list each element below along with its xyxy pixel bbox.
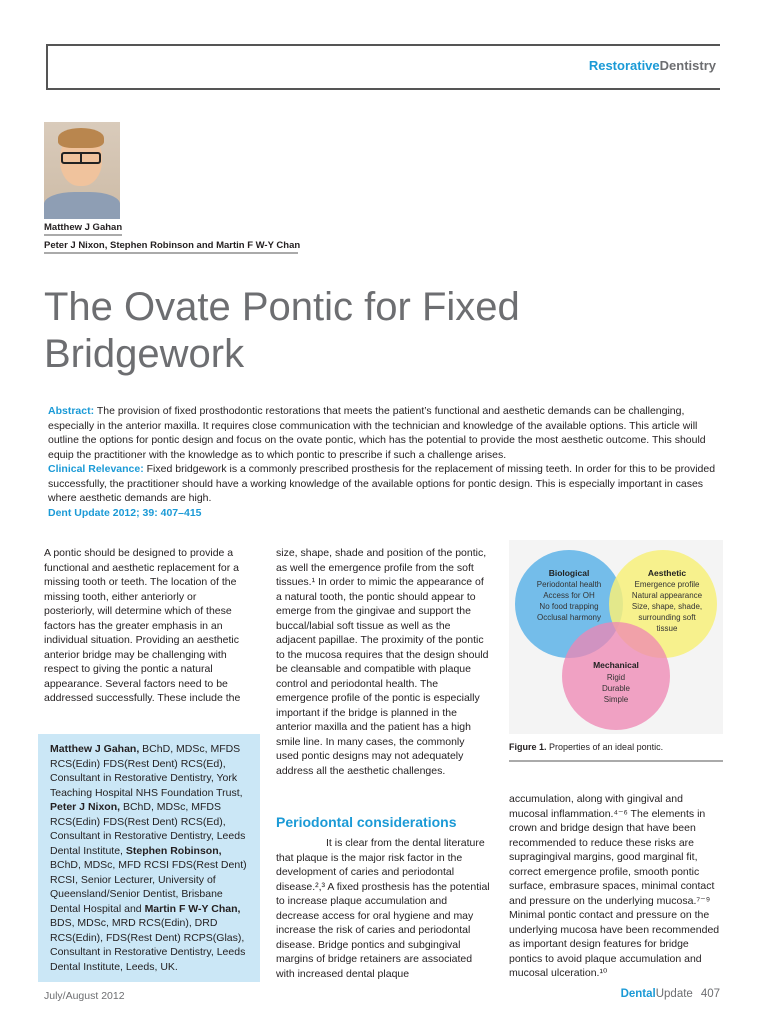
issue-date: July/August 2012 — [44, 990, 125, 1002]
bio-name: Stephen Robinson, — [125, 844, 222, 857]
bio-text: BChD, MDSc, MFDS RCS(Edin) FDS(Rest Dent) RCS(Ed), Consultant in Restorative Dentistry, York Teaching Hospital NHS Foundation Trust, — [50, 743, 243, 799]
venn-line: surrounding soft — [638, 613, 696, 622]
section-label — [589, 58, 716, 73]
venn-line: Occlusal harmony — [536, 613, 602, 622]
bio-text: BChD, MDSc, MFDS RCS(Edin) FDS(Rest Dent) RCS(Ed), Consultant in Restorative Dentistry, Leeds Dental Institute, — [50, 801, 246, 857]
venn-line: Size, shape, shade, — [631, 602, 703, 611]
brand-dental: Dental — [620, 988, 656, 1000]
venn-line: Emergence profile — [634, 580, 700, 589]
article-title: The Ovate Pontic for Fixed Bridgework — [44, 285, 520, 376]
body-column-2b: It is clear from the dental literature that plaque is the major risk factor in the development of caries and periodontal disease.²,³ A fixed prosthesis has the potential to increase plaque accumulation and decrease access for oral hygiene and may increase the risk of caries and periodontal disease. Bridge pontics and subgingival margins of bridge retainers are associated with increased dental plaque — [276, 837, 490, 980]
venn-line: tissue — [656, 624, 678, 633]
author-bio-box — [38, 734, 260, 982]
venn-title-mechanical: Mechanical — [593, 660, 639, 670]
co-authors: Peter J Nixon, Stephen Robinson and Martin F W-Y Chan — [44, 240, 301, 251]
section-label-restorative: Restorative — [588, 58, 660, 73]
venn-line: No food trapping — [539, 602, 599, 611]
page-number: 407 — [700, 988, 720, 1000]
author-photo — [44, 122, 120, 219]
venn-line: Durable — [601, 684, 631, 693]
divider — [44, 234, 122, 236]
bio-text: BChD, MDSc, MFD RCSI FDS(Rest Dent) RCSI, Senior Lecturer, University of Queensland/Senior Dentist, Brisbane Dental Hospital and — [50, 859, 247, 915]
body-column-3: accumulation, along with gingival and mucosal inflammation.⁴⁻⁶ The elements in crown and bridge design that have been recommended to reduce these risks are supragingival margins, good marginal fit, correct emergence profile, smooth pontic surface, embrasure spaces, minimal contact and pressure on the underlying mucosa.⁷⁻⁹ Minimal pontic contact and pressure on the underlying mucosa have been recommended as important design features for bridge pontics to avoid plaque accumulation and mucosal ulceration.¹⁰ — [509, 793, 720, 979]
venn-diagram — [509, 540, 723, 734]
brand-update: Update — [655, 988, 693, 1000]
abstract-text: The provision of fixed prosthodontic restorations that meets the patient’s functional and aesthetic demands can be challenging, especially in the anterior maxilla. It requires close communication with the technician and knowledge of the available options. This article will outline the options for pontic design and focus on the ovate pontic, which has the potential to provide the most aesthetic outcome. This should equip the practitioner with the knowledge as to which pontic to prescribe if such a challenge arises. — [48, 405, 706, 461]
venn-line: Rigid — [606, 673, 626, 682]
body-column-2: size, shape, shade and position of the pontic, as well the emergence profile from the soft tissues.¹ In order to mimic the appearance of a natural tooth, the pontic should appear to emerge from the gingivae and support the buccal/labial soft tissue as well as the adjacent papillae. The proximity of the pontic to the mucosa requires that the design should be cleansable and compatible with plaque control and periodontal health. The emergence profile of the pontic is especially important if the bridge is planned in the anterior maxilla and the patient has a high smile line. In many cases, the commonly used pontic designs may not adequately address all the aesthetic challenges. — [276, 547, 489, 777]
venn-line: Simple — [603, 695, 629, 704]
divider — [509, 760, 723, 762]
divider — [44, 252, 298, 254]
venn-line: Access for OH — [543, 591, 595, 600]
citation: Dent Update 2012; 39: 407–415 — [48, 506, 202, 519]
section-heading: Periodontal considerations — [276, 814, 457, 830]
figure-caption-text: Properties of an ideal pontic. — [546, 742, 664, 752]
figure-caption-label: Figure 1. — [509, 742, 547, 752]
bio-name: Matthew J Gahan, — [50, 743, 140, 755]
venn-title-aesthetic: Aesthetic — [647, 568, 687, 578]
clinical-relevance-label: Clinical Relevance: — [48, 463, 144, 475]
abstract — [48, 404, 724, 520]
bio-text: BDS, MDSc, MRD RCS(Edin), DRD RCS(Edin), FDS(Rest Dent) RCPS(Glas), Consultant in Restorative Dentistry, Leeds Dental Institute, Leeds, UK. — [50, 917, 246, 973]
figure-caption — [509, 742, 663, 752]
footer-brand — [621, 988, 720, 1000]
venn-line: Periodontal health — [536, 580, 602, 589]
venn-title-biological: Biological — [548, 568, 590, 578]
clinical-relevance-text: Fixed bridgework is a commonly prescribed prosthesis for the replacement of missing teeth. In order for this to be provided successfully, the practitioner should have a working knowledge of the available options for pontic design. This is especially important in cases where aesthetic demands are high. — [48, 463, 716, 504]
section-label-dentistry: Dentistry — [659, 58, 716, 73]
body-column-1: A pontic should be designed to provide a functional and aesthetic replacement for a missing tooth or teeth. The location of the missing tooth, either anteriorly or posteriorly, will determine which of these factors has the greater emphasis in an individual situation. Providing an aesthetic anterior bridge may be challenging with respect to giving the pontic a natural appearance. Several factors need to be addressed successfully. These include the — [44, 547, 241, 704]
bio-name: Peter J Nixon, — [50, 801, 121, 813]
venn-line: Natural appearance — [631, 591, 703, 600]
bio-name: Martin F W-Y Chan, — [144, 902, 241, 915]
abstract-label: Abstract: — [48, 405, 95, 417]
lead-author: Matthew J Gahan — [44, 222, 123, 233]
